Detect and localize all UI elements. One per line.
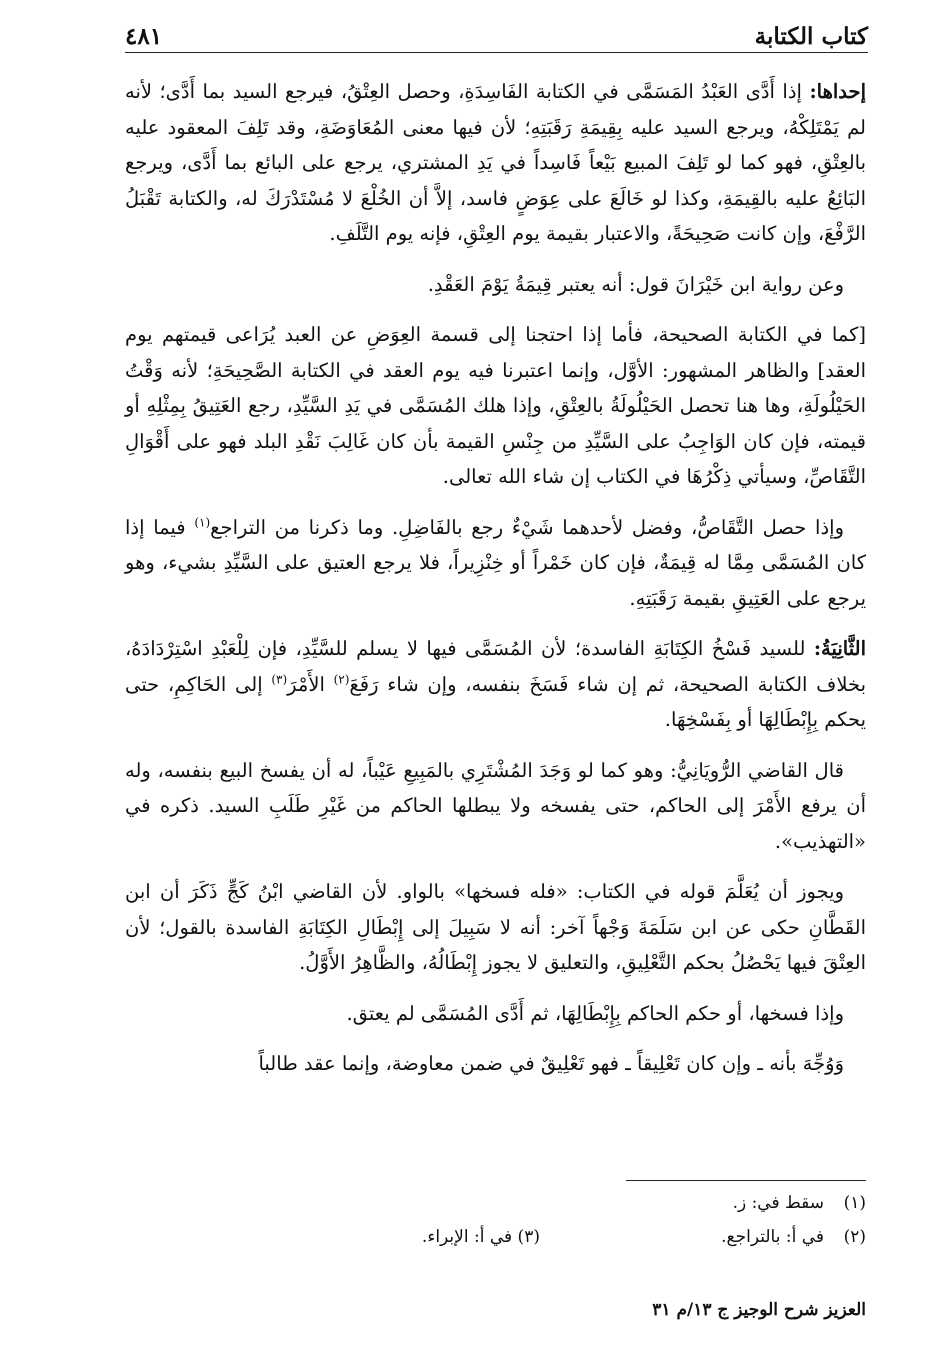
page-header	[125, 10, 868, 53]
footnote-text: سقط في: ز.	[732, 1193, 824, 1213]
paragraph-1-text: إذا أَدَّى العَبْدُ المَسَمَّى في الكتابة الفَاسِدَةِ، وحصل العِتْقُ، فيرجع السيد بما أَدَّى؛ لأنه لم يَمْتَلِكْهُ، ويرجع السيد عليه بِقِيمَةِ رَقَبَتِهِ؛ لأن فيها معنى المُعَاوَضَةِ، وقد تَلِفَ المعقود عليه بالعِتْقِ، فهو كما لو تَلِفَ المبيع بَيْعاً فَاسِداً في يَدِ المشتري، يرجع على البائع بما أَدَّى، ويرجع البَائِعُ عليه بالقِيمَةِ، وكذا لو خَالَعَ على عِوَضٍ فاسد، إلاَّ أن الخُلْعَ لا مُسْتَدْرَكَ له، والكتابة تَقْبَلُ الرَّفْعَ، وإن كانت صَحِيحَةً، والاعتبار بقيمة يوم العِتْقِ، فإنه يوم التَّلَفِ.	[125, 80, 866, 245]
paragraph-4-text-a: وإذا حصل التَّقَاصُّ، وفضل لأحدهما شَيْءٌ رجع بالفَاضِلِ. وما ذكرنا من التراجع	[210, 515, 844, 539]
footnote-ref-2: (٢)	[333, 672, 350, 686]
paragraph-1	[125, 74, 866, 252]
paragraph-3: [كما في الكتابة الصحيحة، فأما إذا احتجنا إلى قسمة العِوَضِ عن العبد يُرَاعى قيمتهم يوم العقد] والظاهر المشهور: الأوَّل، وإنما اعتبرنا فيه يوم العقد في الكتابة الصَّحِيحَةِ؛ لأنه وَقْتُ الحَيْلُولَةِ، وها هنا تحصل الحَيْلُولَةُ بالعِتْقِ، وإذا هلك المُسَمَّى في يَدِ السَّيِّدِ، رجع العَتِيقُ بِمِثْلِهِ أو قيمته، فإن كان الوَاجِبُ على السَّيِّدِ من جِنْسِ القيمة بأن كان غَالِبَ نَقْدِ البلد فهو على أَقْوَالِ التَّقَاصِّ، وسيأتي ذِكْرُهَا في الكتاب إن شاء الله تعالى.	[125, 323, 866, 488]
printer-signature: العزيز شرح الوجيز ج ١٣/م ٣١	[652, 1300, 866, 1320]
footnotes	[125, 1186, 866, 1254]
footnote-2	[540, 1220, 866, 1254]
paragraph-5-text-c: إلى الحَاكِمِ، حتى يحكم بِإِبْطَالِهَا أو بِفَسْخِهَا.	[125, 672, 866, 731]
paragraph-9: وَوُجِّهَ بأنه ـ وإن كان تَعْلِيقاً ـ فهو تَعْلِيقٌ في ضمن معاوضة، وإنما عقد طالباً	[258, 1052, 844, 1075]
footnote-1	[733, 1186, 866, 1220]
footnote-ref-3: (٣)	[271, 672, 288, 686]
footnote-number: (٣)	[517, 1227, 540, 1247]
footnote-3	[214, 1220, 540, 1254]
footnote-row	[125, 1186, 866, 1220]
paragraph-7: ويجوز أن يُعَلَّمَ قوله في الكتاب: «فله فسخها» بالواو. لأن القاضي ابْنُ كَجٍّ ذَكَرَ أن ابن القَطَّانِ حكى عن ابن سَلَمَةَ وَجْهاً آخر: أنه لا سَبِيلَ إلى إِبْطَالِ الكِتَابَةِ الفاسدة بالقول؛ لأن العِتْقَ فيها يَحْصُلُ بحكم التَّعْلِيقِ، والتعليق لا يجوز إِبْطَالُهُ، والظَّاهِرُ الأَوَّلُ.	[125, 880, 866, 974]
footnote-text: في أ: الإبراء.	[421, 1227, 513, 1247]
main-text	[125, 74, 866, 1097]
paragraph-1-label: إحداها:	[809, 80, 866, 103]
footnote-ref-1: (١)	[194, 515, 211, 529]
paragraph-4	[125, 510, 866, 617]
paragraph-5-text-a: للسيد فَسْخُ الكِتَابَةِ الفاسدة؛ لأن المُسَمَّى فيها لا يسلم للسَّيِّدِ، فإن لِلْعَبْدِ اسْتِرْدَادَهُ، بخلاف الكتابة الصحيحة، ثم إن شاء فَسَخَ بنفسه، وإن شاء رَفَعَ	[125, 637, 866, 696]
paragraph-8: وإذا فسخها، أو حكم الحاكم بِإِبْطَالِهَا، ثم أَدَّى المُسَمَّى لم يعتق.	[346, 1001, 844, 1025]
page-number: ٤٨١	[125, 23, 163, 50]
paragraph-4-text-b: فيما إذا كان المُسَمَّى مِمَّا له قِيمَةٌ، فإن كان خَمْراً أو خِنْزِيراً، فلا يرجع العتيق على السَّيِّدِ بشيء، وهو يرجع على العَتِيقِ بقيمة رَقَبَتِهِ.	[125, 515, 866, 610]
footnote-number: (١)	[843, 1193, 866, 1213]
footnote-divider	[626, 1180, 866, 1181]
paragraph-5-text-b: الأَمْرَ	[287, 672, 334, 696]
footnote-number: (٢)	[843, 1227, 866, 1247]
paragraph-5-label: الثَّانِيَةُ:	[813, 637, 866, 660]
chapter-title: كتاب الكتابة	[754, 23, 868, 50]
paragraph-5	[125, 631, 866, 738]
footnote-text: في أ: بالتراجع.	[721, 1227, 824, 1247]
paragraph-6: قال القاضي الرُّويَانِيُّ: وهو كما لو وَجَدَ المُشْتَرِي بالمَبِيعِ عَيْباً، له أن يفسخ البيع بنفسه، وله أن يرفع الأَمْرَ إلى الحاكم، حتى يفسخه ولا يبطلها الحاكم من غَيْرِ طَلَبِ السيد. ذكره في «التهذيب».	[125, 758, 866, 853]
footnote-row	[125, 1220, 866, 1254]
paragraph-2: وعن رواية ابن خَيْرَانَ قول: أنه يعتبر قِيمَةُ يَوْمَ العَقْدِ.	[427, 272, 844, 296]
